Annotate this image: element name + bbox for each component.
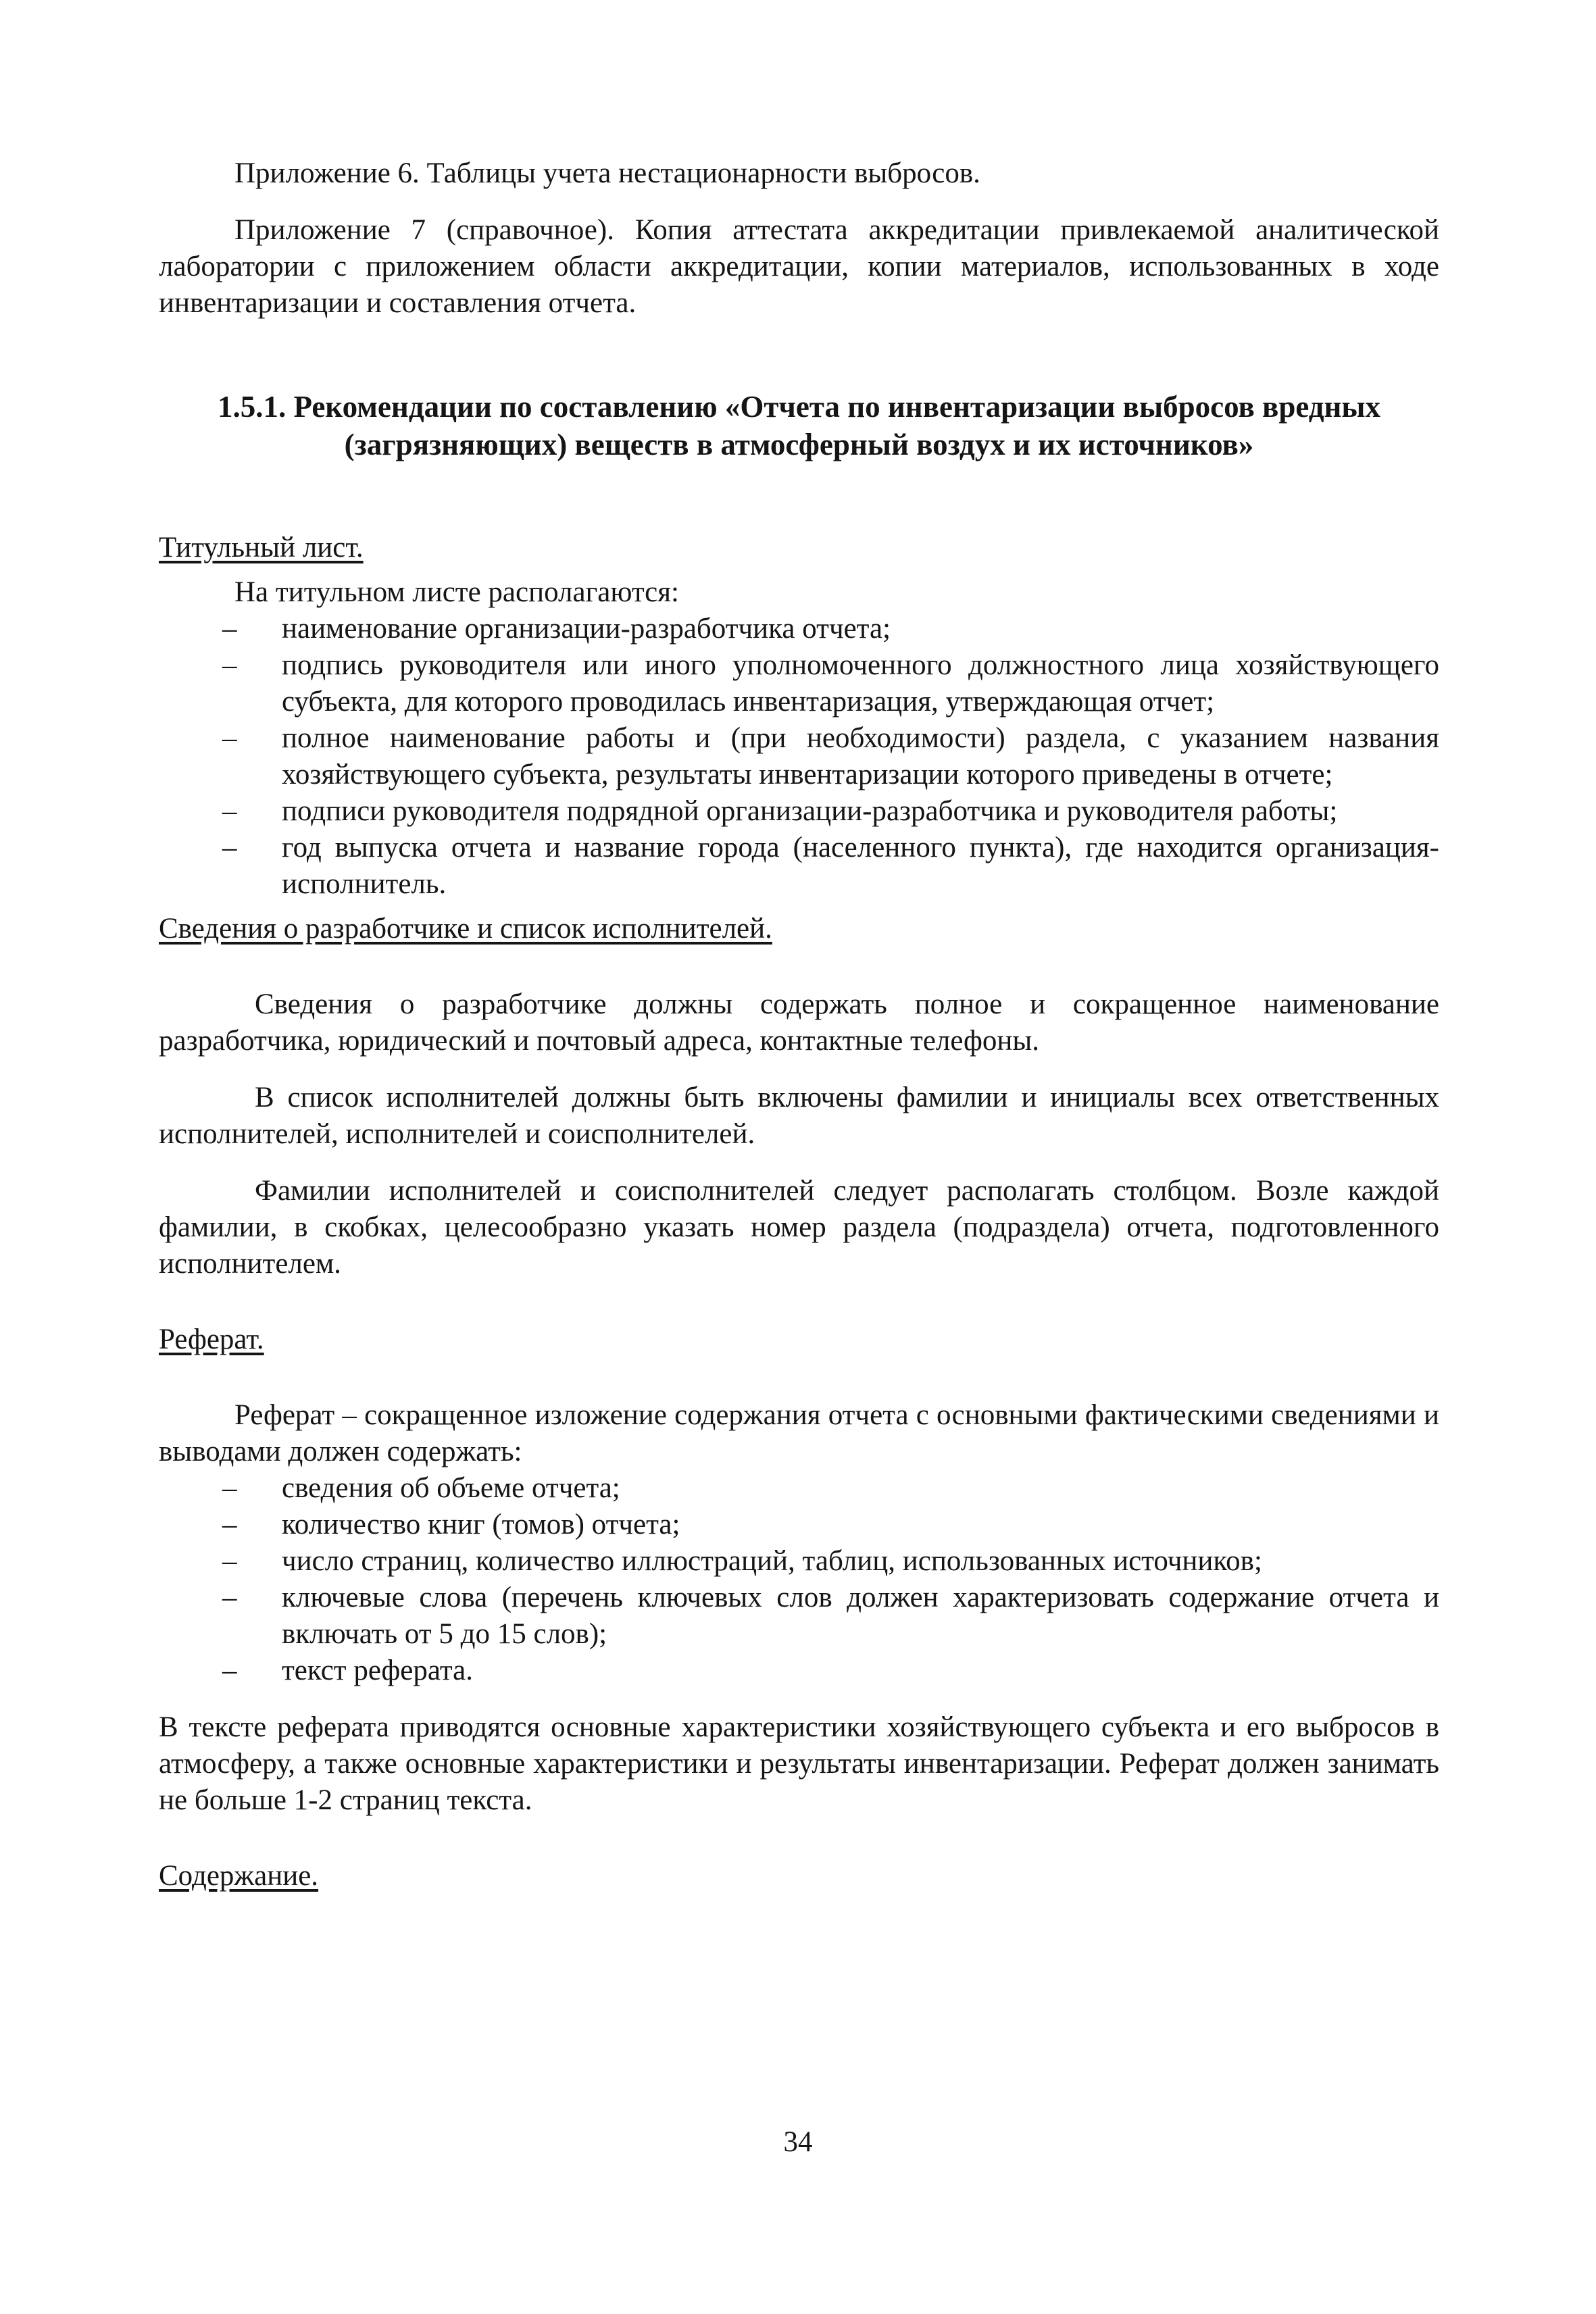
page-number: 34 — [783, 2126, 813, 2158]
list-item-text: полное наименование работы и (при необходимости) раздела, с указанием названия хозяйствующего субъекта, результаты инвентаризации которого приведены в отчете; — [282, 722, 1439, 790]
developer-paragraph-1: Сведения о разработчике должны содержать полное и сокращенное наименование разработчика, юридический и почтовый адреса, контактные телефоны. — [159, 988, 1439, 1057]
list-dash: – — [222, 832, 237, 863]
list-item-text: число страниц, количество иллюстраций, таблиц, использованных источников; — [282, 1545, 1262, 1577]
abstract-list — [159, 1470, 1439, 1689]
list-item-text: подпись руководителя или иного уполномоченного должностного лица хозяйствующего субъекта, для которого проводилась инвентаризация, утверждающая отчет; — [282, 649, 1439, 718]
list-item-text: сведения об объеме отчета; — [282, 1472, 620, 1504]
list-item-text: подписи руководителя подрядной организации-разработчика и руководителя работы; — [282, 795, 1338, 827]
section-title: 1.5.1. Рекомендации по составлению «Отчета по инвентаризации выбросов вредных (загрязняющих) веществ в атмосферный воздух и их источников» — [217, 390, 1381, 461]
list-item-text: текст реферата. — [282, 1655, 474, 1686]
abstract-closing: В тексте реферата приводятся основные характеристики хозяйствующего субъекта и его выбросов в атмосферу, а также основные характеристики и результаты инвентаризации. Реферат должен занимать не больше 1-2 страниц текста. — [159, 1711, 1439, 1816]
title-page-list — [159, 611, 1439, 903]
list-dash: – — [222, 1582, 237, 1613]
abstract-intro: Реферат – сокращенное изложение содержания отчета с основными фактическими сведениями и выводами должен содержать: — [159, 1399, 1439, 1467]
developer-heading: Сведения о разработчике и список исполнителей. — [159, 913, 772, 945]
list-dash: – — [222, 1509, 237, 1540]
list-item — [222, 830, 1439, 903]
list-item-text: количество книг (томов) отчета; — [282, 1509, 680, 1540]
contents-heading: Содержание. — [159, 1860, 319, 1892]
list-item-text: наименование организации-разработчика отчета; — [282, 613, 891, 645]
list-item — [222, 793, 1439, 830]
list-item — [222, 611, 1439, 647]
list-item — [222, 1653, 1439, 1689]
list-item — [222, 647, 1439, 720]
list-dash: – — [222, 795, 237, 827]
list-item-text: ключевые слова (перечень ключевых слов должен характеризовать содержание отчета и включать от 5 до 15 слов); — [282, 1582, 1439, 1650]
list-dash: – — [222, 649, 237, 681]
list-dash: – — [222, 1472, 237, 1504]
list-item — [222, 1580, 1439, 1653]
appendix-6-line: Приложение 6. Таблицы учета нестационарности выбросов. — [234, 157, 980, 189]
list-dash: – — [222, 722, 237, 754]
list-item — [222, 1507, 1439, 1543]
appendix-7-paragraph: Приложение 7 (справочное). Копия аттестата аккредитации привлекаемой аналитической лаборатории с приложением области аккредитации, копии материалов, использованных в ходе инвентаризации и составления отчета. — [159, 214, 1439, 319]
list-item-text: год выпуска отчета и название города (населенного пункта), где находится организация-исполнитель. — [282, 832, 1439, 900]
title-page-heading: Титульный лист. — [159, 532, 364, 563]
list-dash: – — [222, 1545, 237, 1577]
list-item — [222, 720, 1439, 793]
list-item — [222, 1543, 1439, 1580]
developer-paragraph-2: В список исполнителей должны быть включены фамилии и инициалы всех ответственных исполнителей, исполнителей и соисполнителей. — [159, 1082, 1439, 1150]
list-dash: – — [222, 613, 237, 645]
list-item — [222, 1470, 1439, 1507]
title-page-intro: На титульном листе располагаются: — [234, 576, 679, 608]
abstract-heading: Реферат. — [159, 1324, 264, 1355]
developer-paragraph-3: Фамилии исполнителей и соисполнителей следует располагать столбцом. Возле каждой фамилии, в скобках, целесообразно указать номер раздела (подраздела) отчета, подготовленного исполнителем. — [159, 1175, 1439, 1280]
list-dash: – — [222, 1655, 237, 1686]
page-content — [159, 155, 1439, 1894]
